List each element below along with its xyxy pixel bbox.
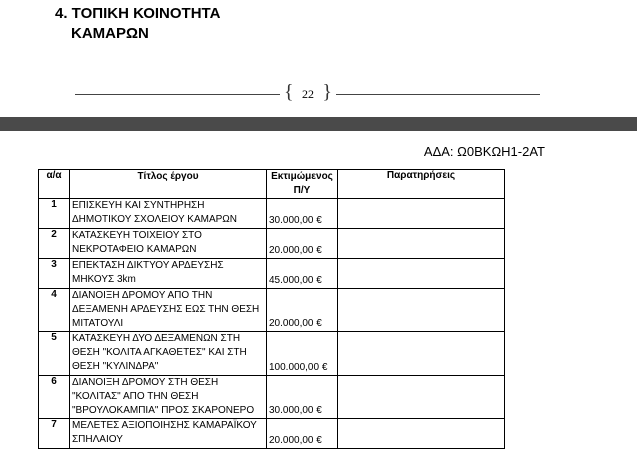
row-notes [338,289,505,332]
header-num: α/α [39,170,70,199]
row-title: ΕΠΕΚΤΑΣΗ ΔΙΚΤΥΟΥ ΑΡΔΕΥΣΗΣ ΜΗΚΟΥΣ 3km [70,259,267,289]
row-notes [338,229,505,259]
row-title: ΔΙΑΝΟΙΞΗ ΔΡΟΜΟΥ ΑΠΟ ΤΗΝ ΔΕΞΑΜΕΝΗ ΑΡΔΕΥΣΗΣ ΕΩΣ ΤΗΝ ΘΕΣΗ ΜΙΤΑΤΟΥΛΙ [70,289,267,332]
lower-page [0,131,637,450]
row-notes [338,259,505,289]
row-notes [338,376,505,419]
ada-code: ΑΔΑ: Ω0ΒΚΩΗ1-2ΑΤ [423,144,545,159]
row-cost: 20.000,00 € [267,419,338,449]
table-row [39,199,505,229]
row-cost: 30.000,00 € [267,376,338,419]
page-number-text: 22 [302,87,314,101]
heading-line-1: 4. ΤΟΠΙΚΗ ΚΟΙΝΟΤΗΤΑ [55,5,221,22]
row-title: ΚΑΤΑΣΚΕΥΗ ΤΟΙΧΕΙΟΥ ΣΤΟ ΝΕΚΡΟΤΑΦΕΙΟ ΚΑΜΑΡΩΝ [70,229,267,259]
footer-rule-left [75,94,280,95]
row-cost: 20.000,00 € [267,229,338,259]
row-num: 1 [39,199,70,229]
row-num: 5 [39,332,70,376]
table-row [39,289,505,332]
section-heading [55,4,220,44]
row-notes [338,332,505,376]
row-cost: 30.000,00 € [267,199,338,229]
row-num: 2 [39,229,70,259]
brace-right-icon: } [322,81,332,103]
brace-left-icon: { [284,81,294,103]
row-title: ΚΑΤΑΣΚΕΥΗ ΔΥΟ ΔΕΞΑΜΕΝΩΝ ΣΤΗ ΘΕΣΗ "ΚΟΛΙΤΑ ΑΓΚΑΘΕΤΕΣ" ΚΑΙ ΣΤΗ ΘΕΣΗ "ΚΥΛΙΝΔΡΑ" [70,332,267,376]
row-cost: 100.000,00 € [267,332,338,376]
row-num: 3 [39,259,70,289]
row-num: 6 [39,376,70,419]
row-num: 7 [39,419,70,449]
table-header-row [39,170,505,199]
header-notes: Παρατηρήσεις [338,170,505,199]
table-row [39,332,505,376]
row-cost: 45.000,00 € [267,259,338,289]
row-cost: 20.000,00 € [267,289,338,332]
row-title: ΕΠΙΣΚΕΥΗ ΚΑΙ ΣΥΝΤΗΡΗΣΗ ΔΗΜΟΤΙΚΟΥ ΣΧΟΛΕΙΟΥ ΚΑΜΑΡΩΝ [70,199,267,229]
page-separator [0,117,637,131]
upper-page [0,0,637,117]
works-table [38,169,505,449]
row-title: ΜΕΛΕΤΕΣ ΑΞΙΟΠΟΙΗΣΗΣ ΚΑΜΑΡΑΪΚΟΥ ΣΠΗΛΑΙΟΥ [70,419,267,449]
header-cost: Εκτιμώμενος Π/Υ [267,170,338,199]
table-row [39,229,505,259]
heading-line-2: ΚΑΜΑΡΩΝ [71,25,149,42]
footer-rule-right [336,94,540,95]
table-row [39,259,505,289]
table-row [39,376,505,419]
row-num: 4 [39,289,70,332]
row-notes [338,419,505,449]
table-row [39,419,505,449]
page-number [284,82,332,106]
row-notes [338,199,505,229]
row-title: ΔΙΑΝΟΙΞΗ ΔΡΟΜΟΥ ΣΤΗ ΘΕΣΗ "ΚΟΛΙΤΑΣ" ΑΠΟ ΤΗΝ ΘΕΣΗ "ΒΡΟΥΛΟΚΑΜΠΙΑ" ΠΡΟΣ ΣΚΑΡΟΝΕΡΟ [70,376,267,419]
header-title: Τίτλος έργου [70,170,267,199]
